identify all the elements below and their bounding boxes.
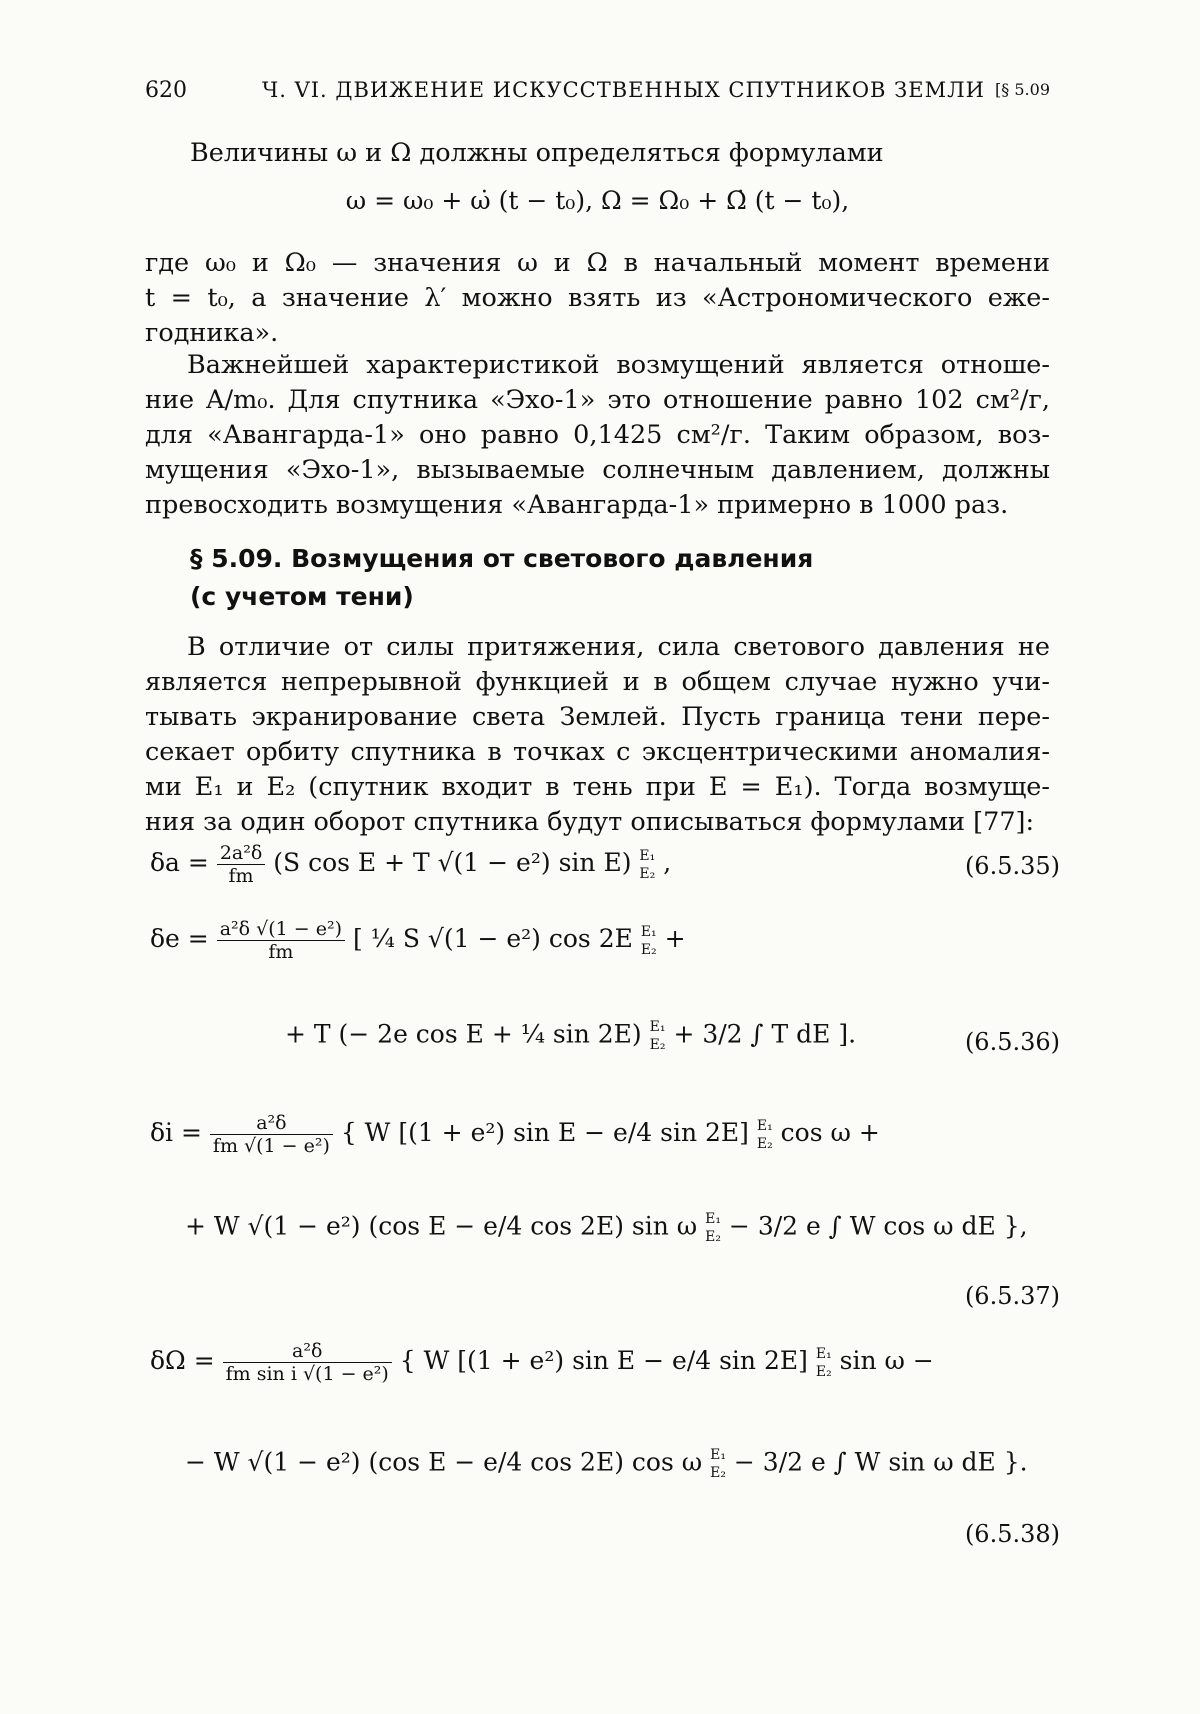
equation-label-6-5-37: (6.5.37): [964, 1282, 1060, 1310]
eq37-limits-1: [757, 1117, 773, 1153]
equation-label-6-5-38: (6.5.38): [964, 1520, 1060, 1548]
lower-limit: E₂: [815, 1363, 832, 1380]
eq37-tail-1: cos ω +: [780, 1118, 880, 1147]
intro-formula: ω = ω₀ + ω̇ (t − t₀), Ω = Ω₀ + Ω̇ (t − t₀),: [345, 186, 850, 215]
lower-limit: E₂: [639, 865, 656, 882]
eq37-lhs: δi =: [150, 1118, 202, 1147]
eq38-denominator: fm sin i √(1 − e²): [225, 1363, 389, 1385]
paragraph-3: [145, 630, 1050, 840]
text-line: ния за один оборот спутника будут описываться формулами [77]:: [145, 807, 1035, 837]
eq35-tail: ,: [663, 848, 672, 877]
running-header: [145, 78, 1050, 118]
text-line: превосходить возмущения «Авангарда-1» примерно в 1000 раз.: [145, 490, 1009, 520]
text-line: ние A/m₀. Для спутника «Эхо-1» это отношение равно 102 см²/г,: [145, 385, 1050, 415]
paragraph-1: [145, 246, 1050, 351]
eq38-lhs: δΩ =: [150, 1346, 215, 1375]
eq38-numerator: a²δ: [223, 1340, 392, 1363]
equation-label-6-5-36: (6.5.36): [964, 1028, 1060, 1056]
eq36-lhs: δe =: [150, 924, 209, 953]
section-reference: [§ 5.09: [995, 80, 1050, 99]
paragraph-2: [145, 348, 1050, 523]
eq38-fraction: [223, 1340, 392, 1385]
eq36-denominator: fm: [268, 941, 294, 963]
running-title: Ч. VI. ДВИЖЕНИЕ ИСКУССТВЕННЫХ СПУТНИКОВ ЗЕМЛИ: [262, 78, 985, 102]
text-line: для «Авангарда-1» оно равно 0,1425 см²/г. Таким образом, воз-: [145, 420, 1050, 450]
eq36-limits-2: [650, 1018, 666, 1054]
eq36-tail-1: +: [664, 924, 686, 953]
page-number: 620: [145, 78, 187, 103]
eq36-numerator: a²δ √(1 − e²): [217, 918, 345, 941]
equation-6-5-36-line-2: [285, 1018, 856, 1054]
text-line: В отличие от силы притяжения, сила светового давления не: [187, 632, 1050, 662]
text-line: секает орбиту спутника в точках с эксцентрическими аномалия-: [145, 737, 1050, 767]
eq38-tail-1: sin ω −: [839, 1346, 934, 1375]
eq36-body-1: [ ¼ S √(1 − e²) cos 2E: [352, 924, 633, 953]
equation-label-6-5-35: (6.5.35): [964, 852, 1060, 880]
eq38-tail-2: − 3/2 e ∫ W sin ω dE }.: [733, 1447, 1028, 1477]
eq38-body-1: { W [(1 + e²) sin E − e/4 sin 2E]: [399, 1346, 808, 1375]
upper-limit: E₁: [639, 847, 656, 864]
upper-limit: E₁: [815, 1345, 832, 1362]
section-heading: [190, 540, 990, 616]
upper-limit: E₁: [710, 1447, 726, 1463]
eq37-denominator: fm √(1 − e²): [212, 1135, 330, 1157]
equation-6-5-37-line-1: [150, 1112, 880, 1157]
upper-limit: E₁: [640, 923, 657, 940]
text-line: где ω₀ и Ω₀ — значения ω и Ω в начальный момент времени: [145, 248, 1050, 278]
eq35-fraction: [217, 842, 265, 887]
eq36-body-2: + T (− 2e cos E + ¼ sin 2E): [285, 1019, 642, 1049]
lower-limit: E₂: [756, 1135, 773, 1152]
intro-line: [190, 136, 970, 171]
equation-6-5-36-line-1: [150, 918, 686, 963]
eq37-body-1: { W [(1 + e²) sin E − e/4 sin 2E]: [340, 1118, 749, 1147]
eq37-fraction: [210, 1112, 333, 1157]
text-line: мущения «Эхо-1», вызываемые солнечным давлением, должны: [145, 455, 1050, 485]
upper-limit: E₁: [649, 1019, 666, 1035]
text-line: ми E₁ и E₂ (спутник входит в тень при E = E₁). Тогда возмуще-: [145, 772, 1050, 802]
section-title-line-1: § 5.09. Возмущения от светового давления: [190, 544, 814, 573]
equation-6-5-37-line-2: [185, 1210, 1028, 1246]
eq37-tail-2: − 3/2 e ∫ W cos ω dE },: [728, 1211, 1028, 1241]
eq37-body-2: + W √(1 − e²) (cos E − e/4 cos 2E) sin ω: [185, 1211, 698, 1241]
lower-limit: E₂: [705, 1229, 721, 1245]
section-title-line-2: (с учетом тени): [190, 582, 414, 611]
eq36-limits-1: [641, 923, 657, 959]
equation-6-5-38-line-1: [150, 1340, 934, 1385]
intro-text: Величины ω и Ω должны определяться формулами: [190, 138, 884, 168]
eq38-limits-1: [816, 1345, 832, 1381]
eq38-body-2: − W √(1 − e²) (cos E − e/4 cos 2E) cos ω: [185, 1447, 703, 1477]
eq36-fraction: [217, 918, 345, 963]
eq37-limits-2: [705, 1210, 721, 1246]
eq35-denominator: fm: [228, 865, 254, 887]
text-line: тывать экранирование света Землей. Пусть граница тени пере-: [145, 702, 1050, 732]
equation-6-5-35: [150, 842, 671, 887]
lower-limit: E₂: [640, 941, 657, 958]
upper-limit: E₁: [756, 1117, 773, 1134]
text-line: годника».: [145, 318, 279, 348]
eq37-numerator: a²δ: [210, 1112, 333, 1135]
text-line: Важнейшей характеристикой возмущений является отноше-: [187, 350, 1050, 380]
equation-6-5-38-line-2: [185, 1446, 1028, 1482]
eq35-body: (S cos E + T √(1 − e²) sin E): [273, 848, 632, 877]
eq35-lhs: δa =: [150, 848, 209, 877]
upper-limit: E₁: [705, 1211, 721, 1227]
eq35-limits: [639, 847, 655, 883]
text-line: является непрерывной функцией и в общем случае нужно учи-: [145, 667, 1050, 697]
lower-limit: E₂: [649, 1037, 666, 1053]
text-line: t = t₀, а значение λ′ можно взять из «Астрономического еже-: [145, 283, 1050, 313]
eq35-numerator: 2a²δ: [217, 842, 265, 865]
eq38-limits-2: [710, 1446, 726, 1482]
eq36-tail-2: + 3/2 ∫ T dE ].: [673, 1019, 857, 1049]
lower-limit: E₂: [710, 1465, 726, 1481]
